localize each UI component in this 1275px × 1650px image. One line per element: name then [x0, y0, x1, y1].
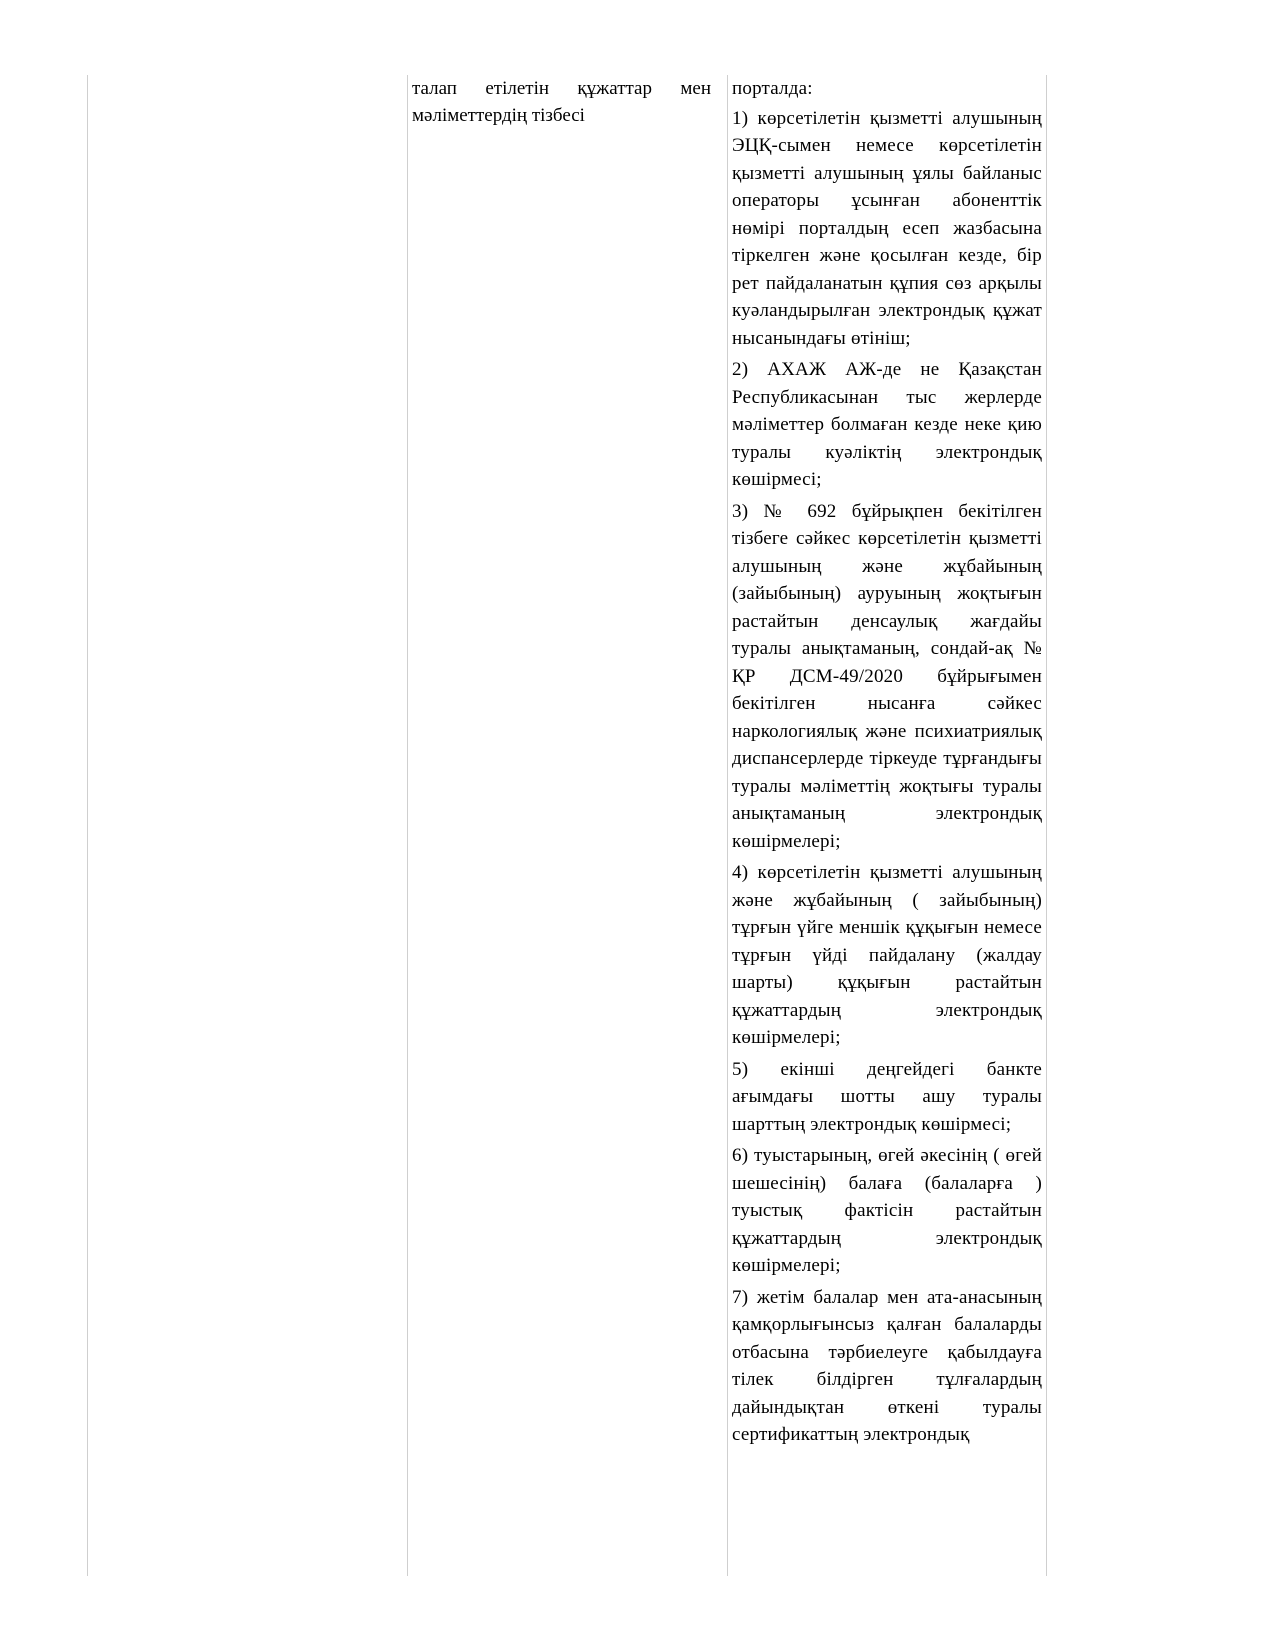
list-item: 3) № 692 бұйрықпен бекітілген тізбеге сәйкес көрсетілетін қызметті алушының және жұбайының (зайыбының) ауруының жоқтығын растайтын денсаулық жағдайы туралы анықтаманың, сондай-ақ № ҚР ДСМ-49/2020 бұйрығымен бекітілген нысанға сәйкес наркологиялық және психиатриялық диспансерлерде тіркеуде тұрғандығы туралы мәліметтің жоқтығы туралы анықтаманың электрондық көшірмелері;: [732, 500, 1042, 852]
table-cell-content: [727, 75, 1047, 1576]
row-label: талап етілетін құжаттар мен мәліметтердің тізбесі: [412, 78, 711, 126]
document-table: [87, 75, 1047, 1576]
table-cell-label: [407, 75, 727, 1576]
list-item: 2) АХАЖ АЖ-де не Қазақстан Республикасынан тыс жерлерде мәліметтер болмаған кезде неке қию туралы куәліктің электрондық көшірмесі;: [732, 359, 1042, 490]
list-item: 5) екінші деңгейдегі банкте ағымдағы шотты ашу туралы шарттың электрондық көшірмесі;: [732, 1058, 1042, 1135]
list-item: 1) көрсетілетін қызметті алушының ЭЦҚ-сымен немесе көрсетілетін қызметті алушының ұялы байланыс операторы ұсынған абоненттік нөмірі порталдың есеп жазбасына тіркелген және қосылған кезде, бір рет пайдаланатын құпия сөз арқылы куәландырылған электрондық құжат нысанындағы өтініш;: [732, 107, 1042, 349]
list-item: 4) көрсетілетін қызметті алушының және жұбайының ( зайыбының) тұрғын үйге меншік құқығын немесе тұрғын үйді пайдалану (жалдау шарты) құқығын растайтын құжаттардың электрондық көшірмелері;: [732, 862, 1042, 1048]
content-intro: порталда:: [732, 78, 813, 99]
list-item: 7) жетім балалар мен ата-анасының қамқорлығынсыз қалған балаларды отбасына тәрбиелеуге қабылдауға тілек білдірген тұлғалардың дайындықтан өткені туралы сертификаттың электрондық: [732, 1286, 1042, 1445]
table-cell-empty: [87, 75, 407, 1576]
list-item: 6) туыстарының, өгей әкесінің ( өгей шешесінің) балаға (балаларға ) туыстық фактісін растайтын құжаттардың электрондық көшірмелері;: [732, 1145, 1042, 1276]
